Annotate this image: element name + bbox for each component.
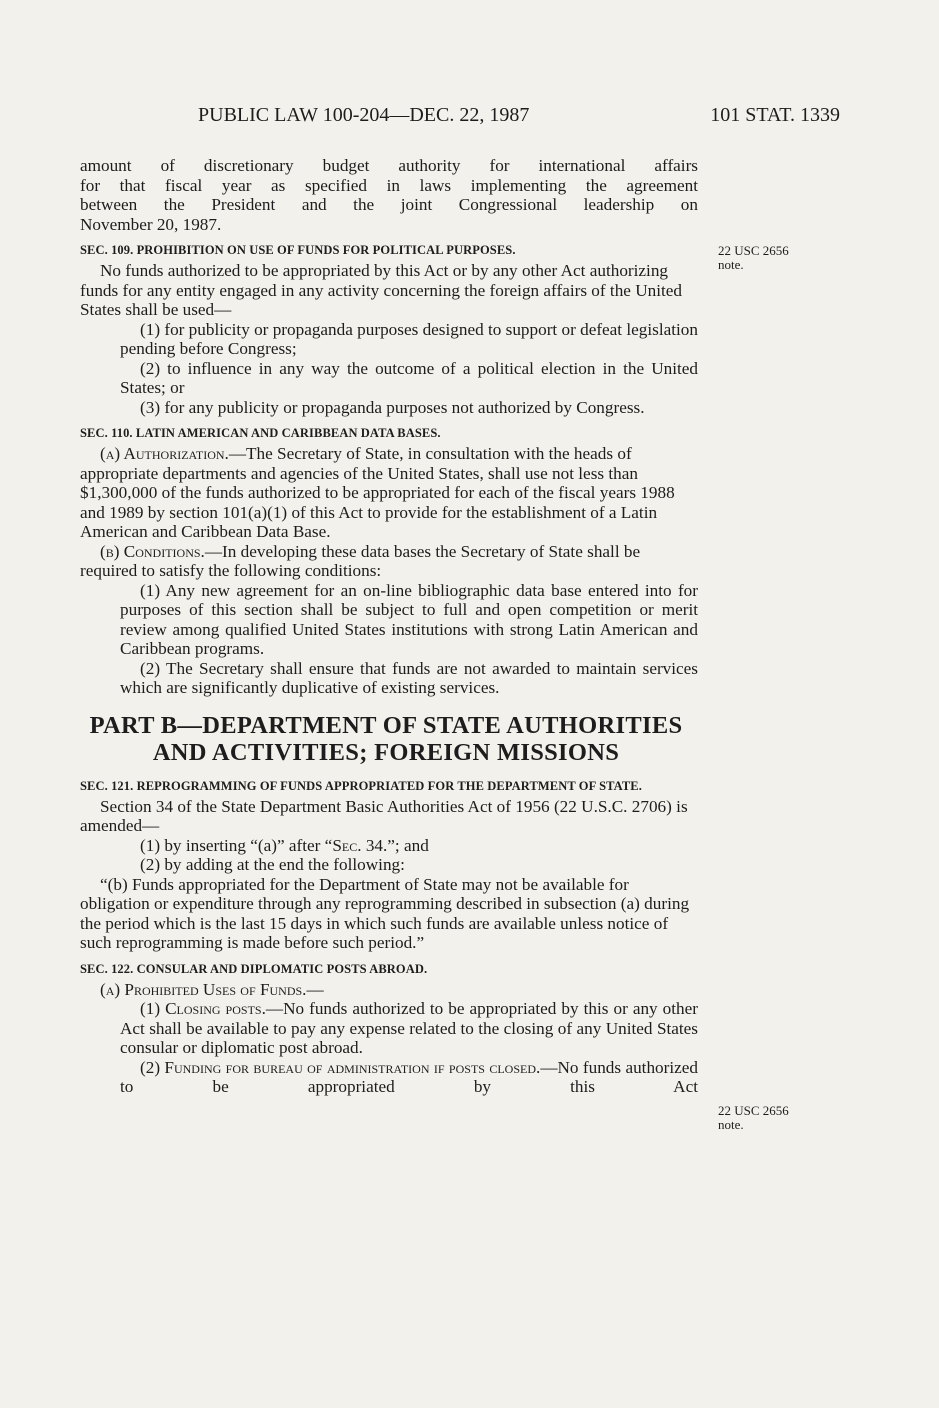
section-122-heading: SEC. 122. CONSULAR AND DIPLOMATIC POSTS ABROAD. <box>80 961 428 976</box>
section-109-item: (3) for any publicity or propaganda purposes not authorized by Congress. <box>140 397 645 417</box>
main-text-column <box>80 156 698 1097</box>
section-122-item: (2) Funding for bureau of administration if posts closed.—No funds authorized to be appropriated by this Act <box>120 1057 698 1096</box>
running-title: PUBLIC LAW 100-204—DEC. 22, 1987 <box>198 104 530 126</box>
continuation-paragraph: amount of discretionary budget authority for international affairs for that fiscal year as specified in laws implementing the agreement between the President and the joint Congressional leadership on November 20, 1987. <box>80 156 698 234</box>
subsection-a-label: (a) Authorization. <box>100 444 229 463</box>
section-122-subsection-a: (a) Prohibited Uses of Funds.— <box>100 979 324 999</box>
section-121-item: (2) by adding at the end the following: <box>140 855 405 874</box>
page-header <box>80 104 840 134</box>
section-121-quoted-text: “(b) Funds appropriated for the Department of State may not be available for obligation or expenditure through any reprogramming described in subsection (a) during the period which is the last 15 days in which such funds are available unless notice of such reprogramming is made before such period.” <box>80 874 690 952</box>
section-121-intro: Section 34 of the State Department Basic Authorities Act of 1956 (22 U.S.C. 2706) is amended— <box>80 796 688 835</box>
margin-note-sec109: 22 USC 2656 note. <box>718 243 789 272</box>
statute-page-number: 101 STAT. 1339 <box>710 104 840 126</box>
part-b-heading: PART B—DEPARTMENT OF STATE AUTHORITIES AND ACTIVITIES; FOREIGN MISSIONS <box>89 711 683 766</box>
section-121-heading: SEC. 121. REPROGRAMMING OF FUNDS APPROPRIATED FOR THE DEPARTMENT OF STATE. <box>80 778 642 793</box>
section-109-item: (2) to influence in any way the outcome of a political election in the United States; or <box>120 358 698 397</box>
section-110-heading: SEC. 110. LATIN AMERICAN AND CARIBBEAN DATA BASES. <box>80 426 441 440</box>
section-109-intro: No funds authorized to be appropriated by this Act or by any other Act authorizing funds for any entity engaged in any activity concerning the foreign affairs of the United States shall be used— <box>80 261 682 319</box>
subsection-b-label: (b) Conditions. <box>100 541 205 561</box>
section-109-item: (1) for publicity or propaganda purposes designed to support or defeat legislation pending before Congress; <box>120 319 698 358</box>
section-121-item: (1) by inserting “(a)” after “Sec. 34.”; and <box>140 835 429 855</box>
section-110-subsection-a: (a) Authorization.—The Secretary of State, in consultation with the heads of appropriate departments and agencies of the United States, shall use not less than $1,300,000 of the funds authorized to be appropriated for each of the fiscal years 1988 and 1989 by section 101(a)(1) of this Act to provide for the establishment of a Latin American and Caribbean Data Base. <box>80 444 675 541</box>
section-122-item: (1) Closing posts.—No funds authorized to be appropriated by this or any other Act shall be available to pay any expense related to the closing of any United States consular or diplomatic post abroad. <box>120 999 698 1057</box>
section-110-item: (1) Any new agreement for an on-line bibliographic data base entered into for purposes of this section shall be subject to full and open competition or merit review among qualified United States institutions with strong Latin American and Caribbean programs. <box>120 580 698 658</box>
margin-note-sec122: 22 USC 2656 note. <box>718 1103 789 1132</box>
section-109-heading: SEC. 109. PROHIBITION ON USE OF FUNDS FOR POLITICAL PURPOSES. <box>80 243 516 257</box>
section-110-subsection-b: (b) Conditions.—In developing these data bases the Secretary of State shall be required to satisfy the following conditions: <box>80 541 641 580</box>
section-110-item: (2) The Secretary shall ensure that funds are not awarded to maintain services which are significantly duplicative of existing services. <box>120 658 698 697</box>
